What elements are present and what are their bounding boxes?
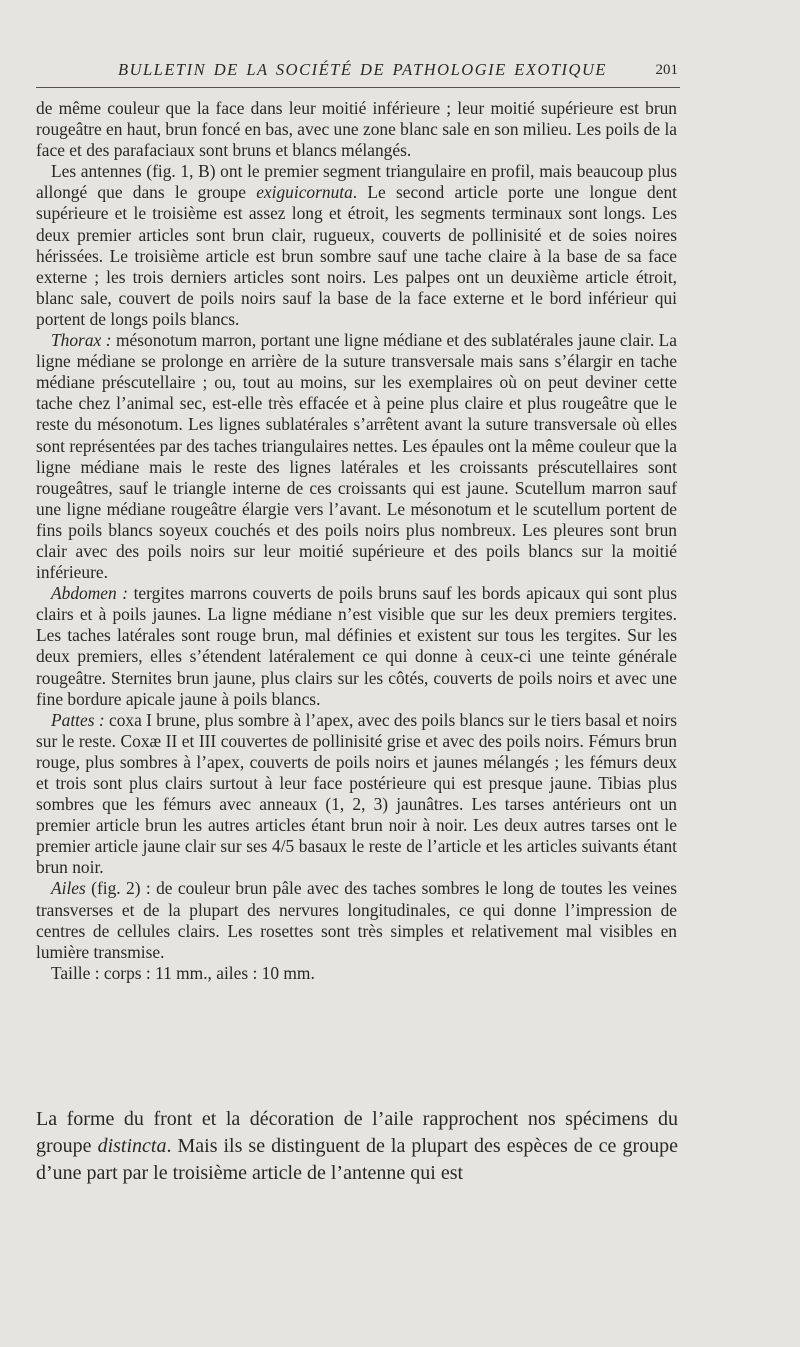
group-name: exiguicornuta [256, 182, 353, 203]
discussion-text [36, 1106, 678, 1187]
paragraph-face: de même couleur que la face dans leur moitié inférieure ; leur moitié supérieure est brun rougeâtre en haut, brun foncé en bas, avec une zone blanc sale en son milieu. Les poils de la face et des parafaciaux sont bruns et blancs mélangés. [36, 98, 677, 161]
section-heading-abdomen: Abdomen : [51, 583, 129, 604]
paragraph-discussion: La forme du front et la décoration de l’aile rapprochent nos spécimens du groupe distincta. Mais ils se distinguent de la plupart des espèces de ce groupe d’une part par le troisième article de l’antenne qui est [36, 1108, 678, 1184]
page-number: 201 [655, 62, 678, 78]
paragraph-thorax: Thorax : mésonotum marron, portant une ligne médiane et des sublatérales jaune clair. La ligne médiane se prolonge en arrière de la suture transversale mais sans s’élargir en tache médiane préscutellaire ; ou, tout au moins, sur les exemplaires où on peut deviner cette tache chez l’animal sec, est-elle très effacée et à peine plus claire et plus rougeâtre que le reste du mésonotum. Les lignes sublatérales s’arrêtent avant la suture transversale où elles sont représentées par des taches triangulaires nettes. Les épaules ont la même couleur que la ligne médiane mais le reste des lignes latérales et les croissants préscutellaires sont rougeâtres, sauf le triangle interne de ces croissants qui est jaune. Scutellum marron sauf une ligne médiane rougeâtre élargie vers l’avant. Le mésonotum et le scutellum portent de fins poils blancs soyeux couchés et des poils noirs plus nombreux. Les pleures sont brun clair avec des poils noirs sur leur moitié supérieure et des poils blancs sur la moitié inférieure. [36, 330, 677, 583]
header-rule [36, 87, 680, 88]
paragraph-pattes: Pattes : coxa I brune, plus sombre à l’apex, avec des poils blancs sur le tiers basal et noirs sur le reste. Coxæ II et III couvertes de pollinisité grise et avec des poils noirs. Fémurs brun rouge, plus sombres à l’apex, couverts de poils noirs et jaunes mélangés ; les fémurs deux et trois sont plus clairs surtout à leur face postérieure qui est presque jaune. Tibias plus sombres que les fémurs avec anneaux (1, 2, 3) jaunâtres. Les tarses antérieurs ont un premier article brun les autres articles étant brun noir à noir. Les deux autres tarses ont le premier article jaune clair sur ses 4/5 basaux le reste de l’article et les articles suivants étant brun noir. [36, 709, 677, 878]
section-heading-pattes: Pattes : [51, 709, 105, 730]
paragraph-ailes: Ailes (fig. 2) : de couleur brun pâle avec des taches sombres le long de toutes les veines transverses et de la plupart des nervures longitudinales, ce qui donne l’impression de centres de cellules clairs. Les rosettes sont très simples et relativement mal visibles en lumière transmise. [36, 878, 677, 962]
paragraph-taille: Taille : corps : 11 mm., ailes : 10 mm. [51, 962, 315, 983]
group-name-distincta: distincta [97, 1135, 167, 1157]
section-heading-thorax: Thorax : [51, 330, 112, 351]
paragraph-antennes: Les antennes (fig. 1, B) ont le premier segment triangulaire en profil, mais beaucoup plus allongé que dans le groupe exiguicornuta. Le second article porte une longue dent supérieure et le troisième est assez long et étroit, les segments terminaux sont longs. Les deux premier articles sont brun clair, rugueux, couverts de pollinisité et de soies noires hérissées. Le troisième article est brun sombre sauf une tache claire à la base de sa face externe ; les trois derniers articles sont noirs. Les palpes ont un deuxième article étroit, blanc sale, couvert de poils noirs sauf la base de la face externe et le bord inférieur qui portent de longs poils blancs. [36, 161, 677, 329]
section-heading-ailes: Ailes [51, 878, 86, 899]
running-header [36, 60, 680, 82]
paragraph-abdomen: Abdomen : tergites marrons couverts de poils bruns sauf les bords apicaux qui sont plus clairs et à poils jaunes. La ligne médiane n’est visible que sur les deux premiers tergites. Les taches latérales sont rouge brun, mal définies et existent sur tous les tergites. Sur les deux premiers, elles s’étendent latéralement ce qui donne à ceux-ci une teinte générale rougeâtre. Sternites brun jaune, plus clairs sur les côtés, couverts de poils noirs et avec une fine bordure apicale jaune à poils blancs. [36, 583, 677, 709]
journal-title: BULLETIN DE LA SOCIÉTÉ DE PATHOLOGIE EXOTIQUE [118, 60, 607, 79]
description-text [36, 98, 677, 984]
